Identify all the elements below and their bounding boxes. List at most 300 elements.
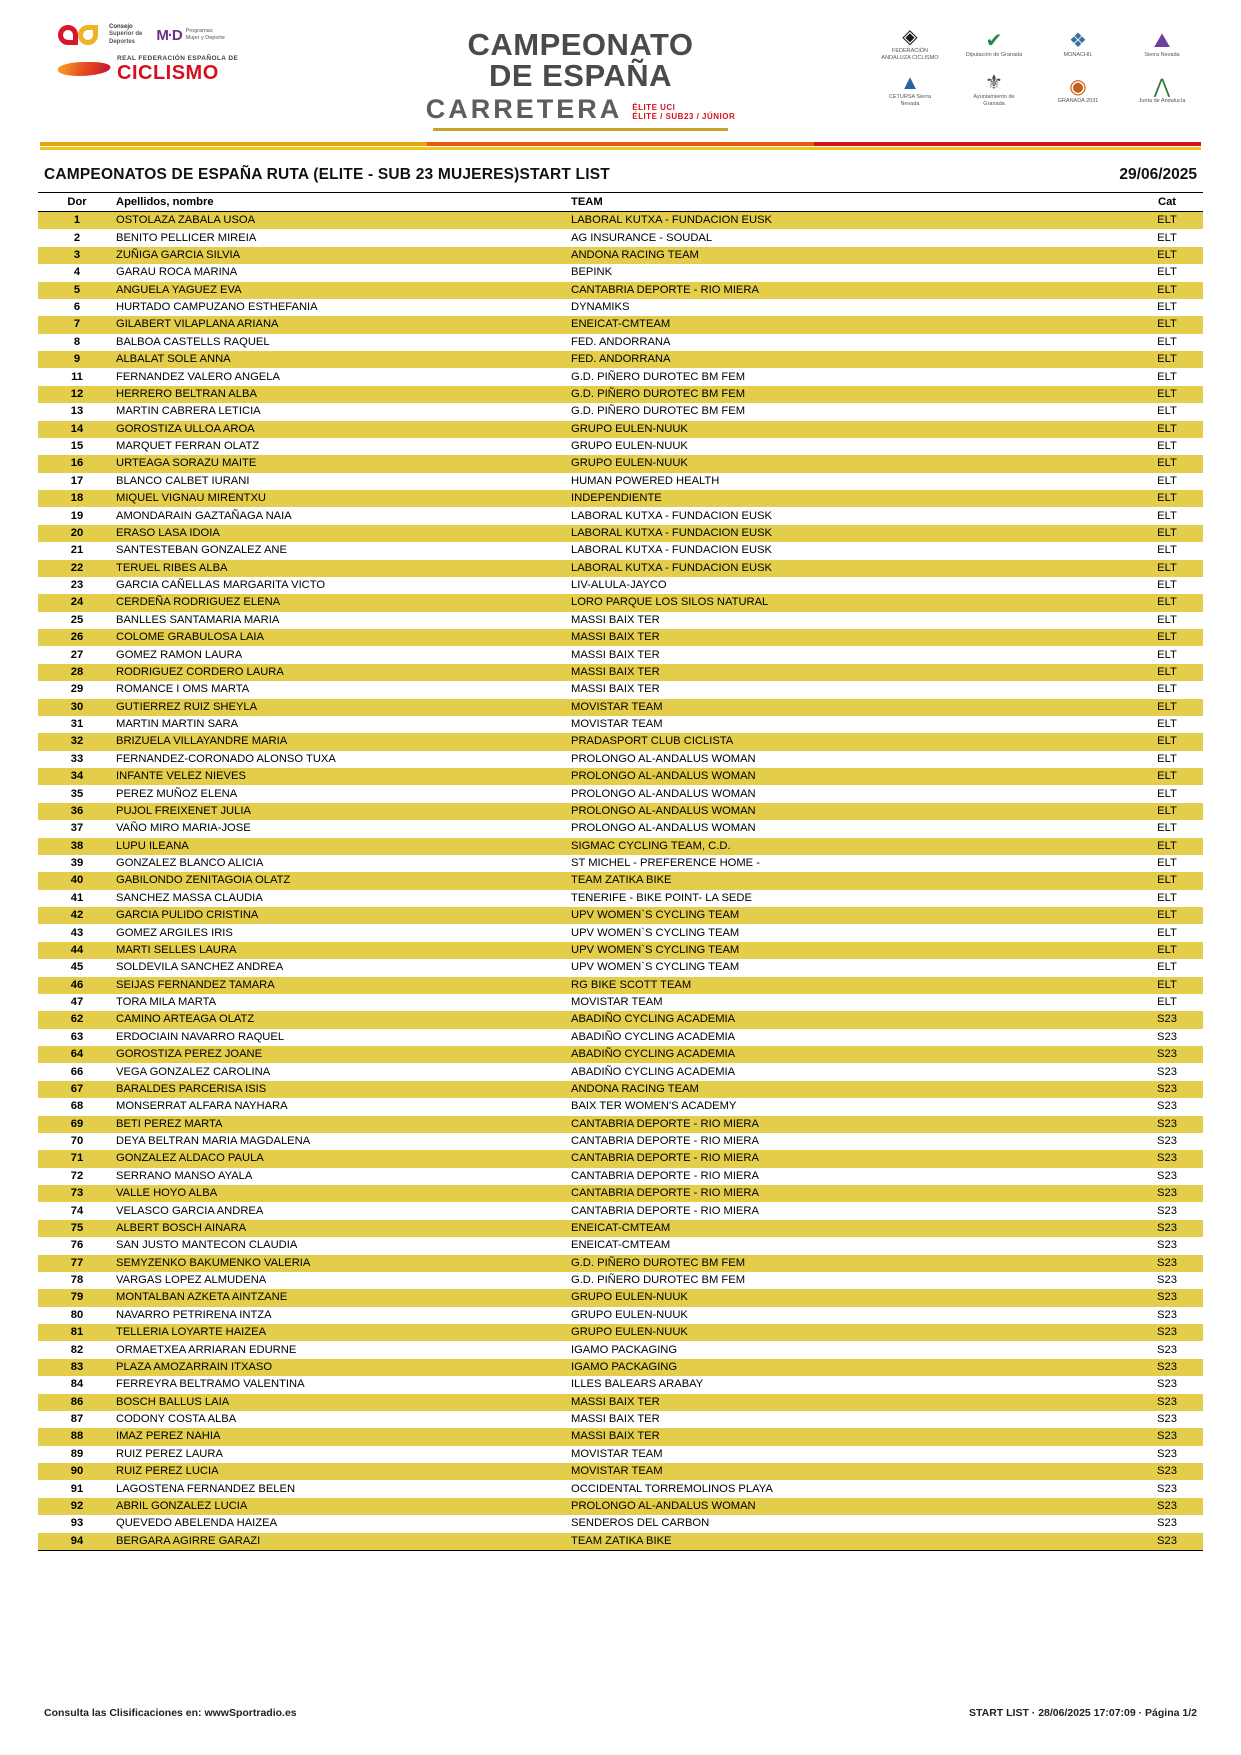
sponsor-ayuntamiento-granada <box>963 72 1025 108</box>
table-row <box>38 1341 1203 1358</box>
table-row <box>38 716 1203 733</box>
rider-number: 83 <box>38 1359 116 1376</box>
table-row <box>38 612 1203 629</box>
rider-number: 27 <box>70 648 84 661</box>
rider-category: S23 <box>1157 1378 1177 1391</box>
rider-category: ELT <box>1157 544 1177 557</box>
table-row <box>38 803 1203 820</box>
rider-category: ELT <box>1157 613 1177 626</box>
table-row <box>38 733 1203 750</box>
rider-category: S23 <box>1157 1204 1177 1217</box>
sponsor-junta-andalucia <box>1131 76 1193 105</box>
event-title-block <box>328 22 833 131</box>
table-row <box>38 1272 1203 1289</box>
rider-number: 86 <box>38 1394 116 1411</box>
rider-category: ELT <box>1131 768 1203 785</box>
table-row <box>38 1376 1203 1393</box>
rider-team: PROLONGO AL-ANDALUS WOMAN <box>571 768 1131 785</box>
table-row <box>38 1220 1203 1237</box>
rider-number: 20 <box>38 525 116 542</box>
table-row <box>38 1307 1203 1324</box>
csd-logo-text: Consejo Superior de Deportes <box>109 23 143 45</box>
rider-category: ELT <box>1157 891 1177 904</box>
rider-name: TERUEL RIBES ALBA <box>116 560 571 577</box>
rider-team: MASSI BAIX TER <box>571 629 1131 646</box>
rider-number: 35 <box>70 787 84 800</box>
table-row <box>38 1463 1203 1480</box>
rider-name: VALLE HOYO ALBA <box>116 1185 571 1202</box>
rider-name: URTEAGA SORAZU MAITE <box>116 455 571 472</box>
rider-category: S23 <box>1157 1135 1177 1148</box>
rider-category: ELT <box>1131 699 1203 716</box>
sponsor-label: FEDERACIÓN ANDALUZA CICLISMO <box>881 48 939 61</box>
rider-team: GRUPO EULEN-NUUK <box>571 1308 688 1321</box>
table-row <box>38 525 1203 542</box>
rider-team: MASSI BAIX TER <box>571 648 660 661</box>
rider-name: PUJOL FREIXENET JULIA <box>116 803 571 820</box>
rider-name: SERRANO MANSO AYALA <box>116 1169 253 1182</box>
table-row <box>38 1168 1203 1185</box>
rider-team: CANTABRIA DEPORTE - RIO MIERA <box>571 1185 1131 1202</box>
table-row <box>38 577 1203 594</box>
rider-number: 12 <box>38 386 116 403</box>
sponsor-diputacion-granada <box>963 30 1025 59</box>
rider-name: ALBERT BOSCH AINARA <box>116 1220 571 1237</box>
rider-team: LABORAL KUTXA - FUNDACION EUSK <box>571 212 1131 230</box>
rider-team: ENEICAT-CMTEAM <box>571 1220 1131 1237</box>
rider-category: S23 <box>1131 1394 1203 1411</box>
rider-number: 41 <box>70 891 84 904</box>
rider-number: 68 <box>70 1100 84 1113</box>
rider-team: DYNAMIKS <box>571 301 630 314</box>
rider-team: UPV WOMEN`S CYCLING TEAM <box>571 926 740 939</box>
document-header <box>38 0 1203 140</box>
rider-name: MARTI SELLES LAURA <box>116 942 571 959</box>
rider-number: 7 <box>38 316 116 333</box>
rider-number: 4 <box>73 266 81 279</box>
rider-name: RODRIGUEZ CORDERO LAURA <box>116 664 571 681</box>
granada-2031-icon: ◉ <box>1069 75 1087 98</box>
rider-number: 46 <box>38 977 116 994</box>
rider-category: ELT <box>1157 926 1177 939</box>
rider-team: TEAM ZATIKA BIKE <box>571 1533 1131 1551</box>
table-row <box>38 751 1203 768</box>
rider-number: 77 <box>38 1255 116 1272</box>
table-row <box>38 872 1203 889</box>
mujer-mark-icon: M·D <box>156 26 182 44</box>
rider-category: S23 <box>1131 1428 1203 1445</box>
table-row <box>38 1081 1203 1098</box>
rider-category: ELT <box>1131 629 1203 646</box>
rider-team: PROLONGO AL-ANDALUS WOMAN <box>571 1498 1131 1515</box>
rider-name: SANTESTEBAN GONZALEZ ANE <box>116 544 287 557</box>
sponsor-label: Sierra Nevada <box>1144 51 1180 58</box>
sierra-nevada-icon: ⛰ <box>1153 29 1171 52</box>
rider-name: VEGA GONZALEZ CAROLINA <box>116 1065 271 1078</box>
color-bar-yellow <box>40 147 1201 150</box>
table-row <box>38 907 1203 924</box>
rider-number: 30 <box>38 699 116 716</box>
rider-name: HURTADO CAMPUZANO ESTHEFANIA <box>116 301 318 314</box>
sponsor-label: Junta de Andalucía <box>1138 97 1186 104</box>
table-header <box>38 193 1203 212</box>
rider-category: S23 <box>1157 1274 1177 1287</box>
rider-name: SEIJAS FERNANDEZ TAMARA <box>116 977 571 994</box>
sponsor-cetursa <box>879 72 941 108</box>
rider-team: MASSI BAIX TER <box>571 664 1131 681</box>
table-row <box>38 681 1203 698</box>
rider-category: ELT <box>1157 752 1177 765</box>
table-row <box>38 264 1203 281</box>
rider-name: FERREYRA BELTRAMO VALENTINA <box>116 1378 305 1391</box>
table-row <box>38 1150 1203 1167</box>
rider-category: S23 <box>1131 1533 1203 1551</box>
rider-category: S23 <box>1131 1220 1203 1237</box>
rider-number: 69 <box>38 1116 116 1133</box>
rider-team: ENEICAT-CMTEAM <box>571 1239 671 1252</box>
rider-category: ELT <box>1157 718 1177 731</box>
color-bar-tricolor <box>40 142 1201 146</box>
table-row <box>38 646 1203 663</box>
rider-team: PROLONGO AL-ANDALUS WOMAN <box>571 803 1131 820</box>
rider-team: MASSI BAIX TER <box>571 613 660 626</box>
column-header-cat: Cat <box>1131 193 1203 212</box>
rider-category: ELT <box>1131 351 1203 368</box>
rider-team: CANTABRIA DEPORTE - RIO MIERA <box>571 1135 759 1148</box>
rider-team: CANTABRIA DEPORTE - RIO MIERA <box>571 1150 1131 1167</box>
table-row <box>38 229 1203 246</box>
rider-number: 40 <box>38 872 116 889</box>
table-row <box>38 1237 1203 1254</box>
event-categories: ÉLITE UCI ÉLITE / SUB23 / JÚNIOR <box>632 103 736 121</box>
rider-number: 87 <box>70 1413 84 1426</box>
rider-name: COLOME GRABULOSA LAIA <box>116 629 571 646</box>
rider-name: ANGUELA YAGUEZ EVA <box>116 282 571 299</box>
rider-name: GOMEZ ARGILES IRIS <box>116 926 233 939</box>
csd-mark-icon <box>58 22 104 48</box>
rider-number: 73 <box>38 1185 116 1202</box>
rider-category: S23 <box>1157 1447 1177 1460</box>
column-header-name: Apellidos, nombre <box>116 193 571 212</box>
rider-category: ELT <box>1157 266 1177 279</box>
sponsor-label: MONACHIL <box>1063 51 1093 58</box>
rider-team: INDEPENDIENTE <box>571 490 1131 507</box>
table-row <box>38 421 1203 438</box>
event-title-line2: DE ESPAÑA <box>488 58 673 93</box>
rider-team: BEPINK <box>571 266 613 279</box>
rider-name: RUIZ PEREZ LAURA <box>116 1447 223 1460</box>
rider-number: 44 <box>38 942 116 959</box>
rider-team: G.D. PIÑERO DUROTEC BM FEM <box>571 386 1131 403</box>
rider-team: AG INSURANCE - SOUDAL <box>571 231 713 244</box>
rider-name: BETI PEREZ MARTA <box>116 1116 571 1133</box>
rider-name: BENITO PELLICER MIREIA <box>116 231 257 244</box>
sponsor-label: GRANADA 2031 <box>1057 97 1099 104</box>
rider-name: LUPU ILEANA <box>116 838 571 855</box>
rider-category: S23 <box>1131 1185 1203 1202</box>
ayuntamiento-granada-icon: ⚜ <box>985 72 1003 94</box>
rfec-logo <box>58 56 328 83</box>
table-row <box>38 455 1203 472</box>
table-row <box>38 1255 1203 1272</box>
table-row <box>38 1046 1203 1063</box>
table-row <box>38 1098 1203 1115</box>
rider-team: ANDONA RACING TEAM <box>571 247 1131 264</box>
rider-name: CODONY COSTA ALBA <box>116 1413 237 1426</box>
rider-name: GOROSTIZA PEREZ JOANE <box>116 1046 571 1063</box>
rider-number: 71 <box>38 1150 116 1167</box>
table-row <box>38 507 1203 524</box>
rider-category: ELT <box>1131 386 1203 403</box>
rider-category: S23 <box>1157 1308 1177 1321</box>
rider-number: 38 <box>38 838 116 855</box>
rider-category: ELT <box>1131 872 1203 889</box>
rider-team: MOVISTAR TEAM <box>571 996 663 1009</box>
rider-team: UPV WOMEN`S CYCLING TEAM <box>571 907 1131 924</box>
rider-category: ELT <box>1131 838 1203 855</box>
diputacion-granada-icon: ✔ <box>985 29 1003 52</box>
rider-number: 90 <box>38 1463 116 1480</box>
table-row <box>38 1359 1203 1376</box>
rider-category: ELT <box>1131 282 1203 299</box>
rider-number: 45 <box>70 961 84 974</box>
table-body <box>38 212 1203 1551</box>
rider-category: ELT <box>1157 474 1177 487</box>
rider-team: CANTABRIA DEPORTE - RIO MIERA <box>571 1204 759 1217</box>
table-row <box>38 890 1203 907</box>
table-row <box>38 1411 1203 1428</box>
table-row <box>38 386 1203 403</box>
title-underline <box>433 128 728 131</box>
rider-category: ELT <box>1157 648 1177 661</box>
rider-team: LIV-ALULA-JAYCO <box>571 579 667 592</box>
column-header-dor: Dor <box>38 193 116 212</box>
rider-category: ELT <box>1157 301 1177 314</box>
table-row <box>38 855 1203 872</box>
rider-category: S23 <box>1157 1100 1177 1113</box>
rider-category: ELT <box>1131 455 1203 472</box>
table-row <box>38 1324 1203 1341</box>
table-row <box>38 994 1203 1011</box>
rider-category: S23 <box>1131 1289 1203 1306</box>
table-row <box>38 1202 1203 1219</box>
rider-name: GONZALEZ BLANCO ALICIA <box>116 857 264 870</box>
rider-number: 25 <box>70 613 84 626</box>
rider-number: 34 <box>38 768 116 785</box>
mujer-y-deporte-logo <box>156 27 224 44</box>
institutional-logos <box>58 22 328 48</box>
rider-team: IGAMO PACKAGING <box>571 1343 678 1356</box>
rider-name: ERASO LASA IDOIA <box>116 525 571 542</box>
rider-number: 1 <box>38 212 116 230</box>
rider-number: 81 <box>38 1324 116 1341</box>
rider-team: LABORAL KUTXA - FUNDACION EUSK <box>571 544 773 557</box>
rider-number: 3 <box>38 247 116 264</box>
table-row <box>38 299 1203 316</box>
rfec-logo-text: REAL FEDERACIÓN ESPAÑOLA DE CICLISMO <box>117 55 239 84</box>
rider-number: 14 <box>38 421 116 438</box>
rider-category: ELT <box>1131 977 1203 994</box>
rider-number: 89 <box>70 1447 84 1460</box>
rider-category: S23 <box>1157 1343 1177 1356</box>
rider-team: FED. ANDORRANA <box>571 335 671 348</box>
rider-team: MASSI BAIX TER <box>571 1428 1131 1445</box>
rider-number: 29 <box>70 683 84 696</box>
rider-team: BAIX TER WOMEN'S ACADEMY <box>571 1100 737 1113</box>
rider-name: CERDEÑA RODRIGUEZ ELENA <box>116 594 571 611</box>
rider-category: ELT <box>1157 683 1177 696</box>
table-row <box>38 942 1203 959</box>
rider-name: SEMYZENKO BAKUMENKO VALERIA <box>116 1255 571 1272</box>
rider-number: 84 <box>70 1378 84 1391</box>
table-row <box>38 351 1203 368</box>
table-row <box>38 820 1203 837</box>
table-row <box>38 490 1203 507</box>
table-row <box>38 959 1203 976</box>
rider-team: UPV WOMEN`S CYCLING TEAM <box>571 942 1131 959</box>
rider-name: GONZALEZ ALDACO PAULA <box>116 1150 571 1167</box>
rider-category: ELT <box>1131 664 1203 681</box>
rider-name: VELASCO GARCIA ANDREA <box>116 1204 264 1217</box>
table-row <box>38 1133 1203 1150</box>
table-row <box>38 334 1203 351</box>
event-discipline-row <box>328 94 833 125</box>
rider-name: BERGARA AGIRRE GARAZI <box>116 1533 571 1551</box>
table-row <box>38 1446 1203 1463</box>
rider-team: MASSI BAIX TER <box>571 683 660 696</box>
rider-number: 33 <box>70 752 84 765</box>
rider-number: 67 <box>38 1081 116 1098</box>
table-row <box>38 594 1203 611</box>
table-header-row <box>38 193 1203 212</box>
rider-team: SENDEROS DEL CARBON <box>571 1517 710 1530</box>
rider-team: FED. ANDORRANA <box>571 351 1131 368</box>
rider-category: S23 <box>1157 1239 1177 1252</box>
rider-category: ELT <box>1131 907 1203 924</box>
cetursa-icon: ▲ <box>900 72 920 94</box>
rider-name: LAGOSTENA FERNANDEZ BELEN <box>116 1482 296 1495</box>
rider-team: G.D. PIÑERO DUROTEC BM FEM <box>571 370 746 383</box>
rider-team: GRUPO EULEN-NUUK <box>571 421 1131 438</box>
sponsor-label: CETURSA Sierra Nevada <box>888 94 932 107</box>
rider-team: GRUPO EULEN-NUUK <box>571 455 1131 472</box>
table-row <box>38 1394 1203 1411</box>
rider-name: DEYA BELTRAN MARIA MAGDALENA <box>116 1135 311 1148</box>
table-row <box>38 1480 1203 1497</box>
table-row <box>38 1029 1203 1046</box>
rider-team: GRUPO EULEN-NUUK <box>571 1289 1131 1306</box>
rider-team: OCCIDENTAL TORREMOLINOS PLAYA <box>571 1482 773 1495</box>
rider-number: 32 <box>38 733 116 750</box>
rider-name: MARTIN CABRERA LETICIA <box>116 405 261 418</box>
rider-team: TENERIFE - BIKE POINT- LA SEDE <box>571 891 752 904</box>
rider-number: 6 <box>73 301 81 314</box>
header-left-logos <box>58 22 328 83</box>
rider-category: ELT <box>1157 996 1177 1009</box>
table-row <box>38 1498 1203 1515</box>
rider-category: ELT <box>1131 421 1203 438</box>
sponsor-granada-2031 <box>1047 76 1109 105</box>
rider-number: 78 <box>70 1274 84 1287</box>
table-row <box>38 316 1203 333</box>
rider-category: ELT <box>1131 803 1203 820</box>
rider-number: 62 <box>38 1011 116 1028</box>
rider-category: S23 <box>1131 1081 1203 1098</box>
rider-category: S23 <box>1157 1517 1177 1530</box>
rider-number: 75 <box>38 1220 116 1237</box>
page-title: CAMPEONATOS DE ESPAÑA RUTA (ELITE - SUB 23 MUJERES)START LIST <box>44 166 610 183</box>
rider-number: 26 <box>38 629 116 646</box>
rider-number: 47 <box>70 996 84 1009</box>
rider-number: 72 <box>70 1169 84 1182</box>
rider-category: ELT <box>1157 509 1177 522</box>
document-date: 29/06/2025 <box>1119 166 1197 183</box>
rider-team: G.D. PIÑERO DUROTEC BM FEM <box>571 405 746 418</box>
rider-name: VAÑO MIRO MARIA-JOSE <box>116 822 251 835</box>
rider-category: ELT <box>1157 231 1177 244</box>
sponsor-label: Diputación de Granada <box>965 51 1023 58</box>
rider-team: MOVISTAR TEAM <box>571 699 1131 716</box>
sponsor-logos <box>833 22 1193 108</box>
rider-name: ROMANCE I OMS MARTA <box>116 683 250 696</box>
table-row <box>38 1116 1203 1133</box>
event-discipline: CARRETERA <box>425 94 623 124</box>
rider-name: RUIZ PEREZ LUCIA <box>116 1463 571 1480</box>
table-row <box>38 664 1203 681</box>
rider-number: 13 <box>70 405 84 418</box>
rider-name: ABRIL GONZALEZ LUCIA <box>116 1498 571 1515</box>
sponsor-fac-andaluza-ciclismo <box>879 26 941 62</box>
rider-number: 37 <box>70 822 84 835</box>
rider-team: G.D. PIÑERO DUROTEC BM FEM <box>571 1255 1131 1272</box>
rider-team: RG BIKE SCOTT TEAM <box>571 977 1131 994</box>
rider-number: 64 <box>38 1046 116 1063</box>
rider-category: ELT <box>1131 942 1203 959</box>
rider-number: 70 <box>70 1135 84 1148</box>
rider-category: ELT <box>1157 857 1177 870</box>
rider-name: BLANCO CALBET IURANI <box>116 474 250 487</box>
rider-name: FERNANDEZ VALERO ANGELA <box>116 370 280 383</box>
rider-team: PROLONGO AL-ANDALUS WOMAN <box>571 822 756 835</box>
rider-name: MARTIN MARTIN SARA <box>116 718 239 731</box>
rider-team: MASSI BAIX TER <box>571 1394 1131 1411</box>
rider-category: S23 <box>1131 1359 1203 1376</box>
table-row <box>38 368 1203 385</box>
start-list-table <box>38 192 1203 1551</box>
rider-number: 36 <box>38 803 116 820</box>
fac-andaluza-ciclismo-icon: ◈ <box>902 26 918 48</box>
rider-category: ELT <box>1157 961 1177 974</box>
rider-number: 63 <box>70 1030 84 1043</box>
rider-team: CANTABRIA DEPORTE - RIO MIERA <box>571 282 1131 299</box>
rider-category: ELT <box>1131 247 1203 264</box>
table-row <box>38 473 1203 490</box>
rider-name: GARCIA PULIDO CRISTINA <box>116 907 571 924</box>
rider-team: ABADIÑO CYCLING ACADEMIA <box>571 1065 736 1078</box>
rider-category: ELT <box>1131 594 1203 611</box>
rider-team: ABADIÑO CYCLING ACADEMIA <box>571 1046 1131 1063</box>
rider-category: S23 <box>1131 1498 1203 1515</box>
rider-number: 2 <box>73 231 81 244</box>
rider-name: ERDOCIAIN NAVARRO RAQUEL <box>116 1030 285 1043</box>
rider-category: S23 <box>1131 1046 1203 1063</box>
rider-name: VARGAS LOPEZ ALMUDENA <box>116 1274 267 1287</box>
rider-category: S23 <box>1157 1065 1177 1078</box>
sponsor-monachil <box>1047 30 1109 59</box>
rider-team: ANDONA RACING TEAM <box>571 1081 1131 1098</box>
rider-name: BARALDES PARCERISA ISIS <box>116 1081 571 1098</box>
rider-number: 94 <box>38 1533 116 1551</box>
